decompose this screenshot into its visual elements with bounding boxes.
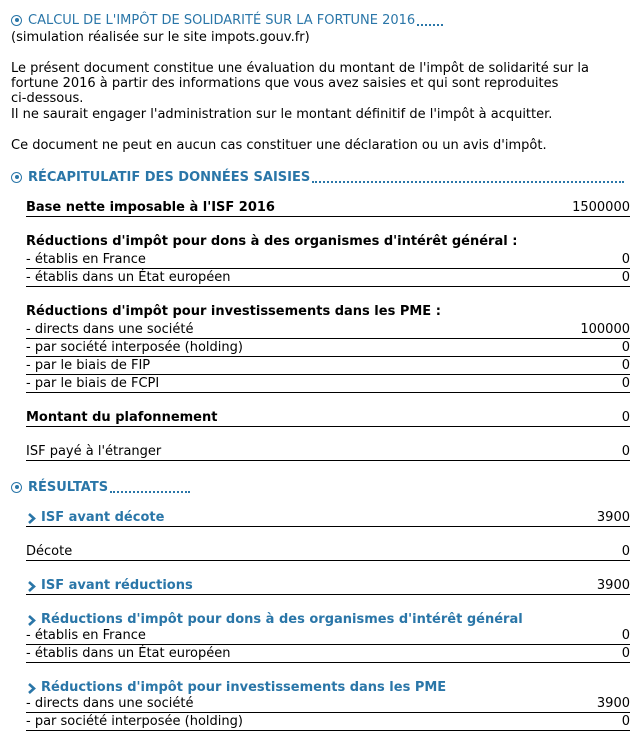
pme-heading: Réductions d'impôt pour investissements dans les PME : [26,304,441,319]
document-title: CALCUL DE L'IMPÔT DE SOLIDARITÉ SUR LA FORTUNE 2016 [11,12,443,28]
intro-line: fortune 2016 à partir des informations que vous avez saisies et qui sont reproduites [11,76,559,91]
table-row: - directs dans une société 3900 [26,696,630,711]
table-row: - établis en France 0 [26,252,630,267]
row-isf-avant-reductions: ISF avant réductions 3900 [26,578,630,595]
row-isf-etranger: ISF payé à l'étranger 0 [26,444,630,459]
chevron-right-icon [26,682,39,695]
dotted-divider [312,181,624,183]
chevron-right-icon [26,614,39,627]
intro-line: ci-dessous. [11,91,84,106]
table-row: - par société interposée (holding) 0 [26,340,630,355]
row-isf-avant-decote: ISF avant décote 3900 [26,510,630,527]
row-base-nette: Base nette imposable à l'ISF 2016 1500000 [26,200,630,215]
intro-line: Le présent document constitue une évaluation du montant de l'impôt de solidarité sur la [11,61,589,76]
intro-line: Il ne saurait engager l'administration sur le montant définitif de l'impôt à acquitter. [11,107,553,122]
row-decote: Décote 0 [26,544,630,559]
bullet-circle-icon [11,15,22,26]
results-dons-heading: Réductions d'impôt pour dons à des organismes d'intérêt général [26,612,523,628]
table-row: - établis dans un État européen 0 [26,270,630,285]
document-subtitle: (simulation réalisée sur le site impots.gouv.fr) [11,30,310,45]
table-row: - par le biais de FCPI 0 [26,376,630,391]
bullet-circle-icon [11,172,22,183]
dons-heading: Réductions d'impôt pour dons à des organismes d'intérêt général : [26,234,518,249]
dotted-divider [417,24,443,26]
dotted-divider [110,491,190,493]
table-row: - établis en France 0 [26,628,630,643]
chevron-right-icon [26,512,39,525]
bullet-circle-icon [11,482,22,493]
results-section-title: RÉSULTATS [11,479,190,495]
results-pme-heading: Réductions d'impôt pour investissements dans les PME [26,680,446,696]
chevron-right-icon [26,580,39,593]
recap-section-title: RÉCAPITULATIF DES DONNÉES SAISIES [11,169,624,185]
row-plafonnement: Montant du plafonnement 0 [26,410,630,425]
disclaimer: Ce document ne peut en aucun cas constituer une déclaration ou un avis d'impôt. [11,138,547,153]
table-row: - directs dans une société 100000 [26,322,630,337]
table-row: - par le biais de FIP 0 [26,358,630,373]
table-row: - par société interposée (holding) 0 [26,714,630,729]
table-row: - établis dans un État européen 0 [26,646,630,661]
